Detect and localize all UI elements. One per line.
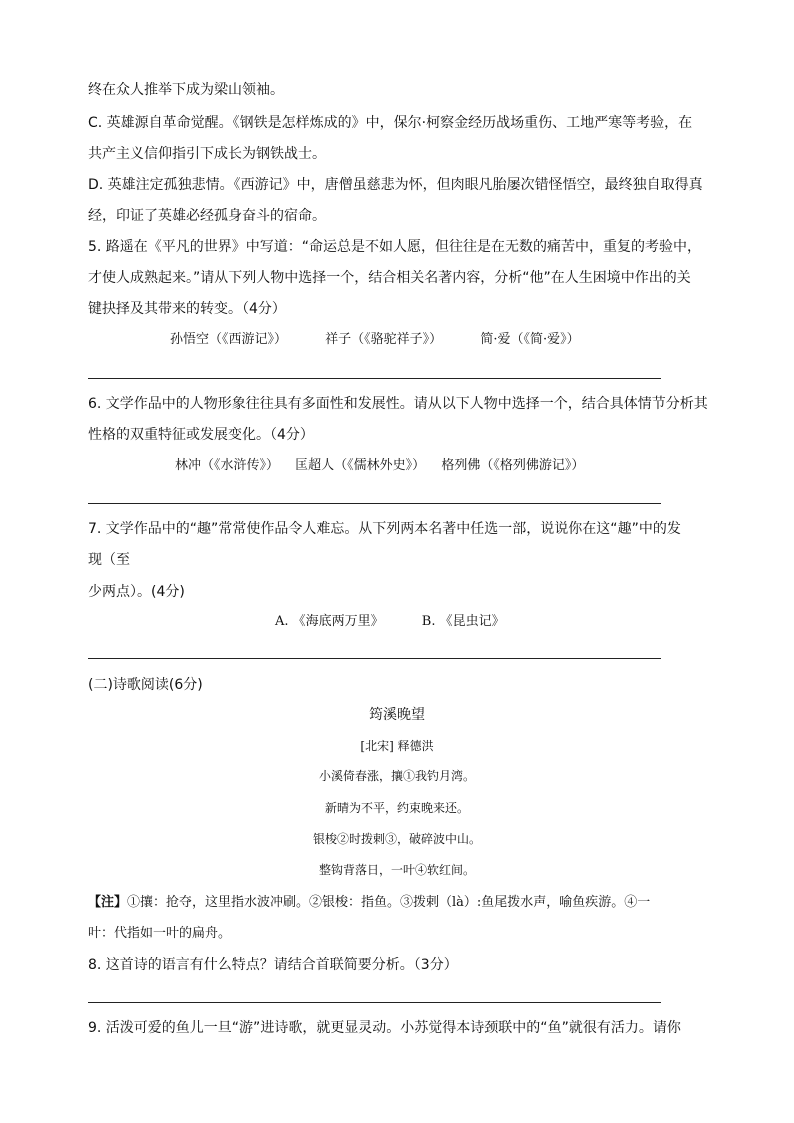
question-5-line-2: 才使人成熟起来。”请从下列人物中选择一个，结合相关名著内容，分析“他”在人生困境中作出的关	[88, 270, 691, 286]
question-7-line-1: 7. 文学作品中的“趣”常常使作品令人难忘。从下列两本名著中任选一部，说说你在这“趣”中的发	[88, 521, 681, 537]
section-heading: (二)诗歌阅读(6分)	[88, 677, 203, 693]
option-b: B. 《昆虫记》	[421, 614, 505, 629]
question-7-options	[275, 612, 505, 632]
annotation-label: 【注】	[88, 895, 128, 910]
poem-line: 小溪倚春涨，攘①我钓月湾。	[318, 769, 475, 783]
poem-title: 筠溪晚望	[369, 707, 425, 723]
annotation-line-2: 叶：代指如一叶的扁舟。	[88, 926, 232, 941]
text-line: 终在众人推举下成为梁山领袖。	[88, 82, 284, 98]
question-7-line-3: 少两点）。(4分)	[88, 584, 185, 600]
option-xiangzi: 祥子（《骆驼祥子》）	[325, 332, 443, 347]
question-6-line-1: 6. 文学作品中的人物形象往往具有多面性和发展性。请从以下人物中选择一个，结合具体情节分析其	[88, 396, 708, 412]
option-linchong: 林冲（《水浒传》）	[175, 458, 280, 473]
poem-line: 新晴为不平，约束晚来还。	[324, 801, 469, 815]
answer-line	[88, 378, 661, 379]
option-d-line-1: D. 英雄注定孤独悲情。《西游记》中，唐僧虽慈悲为怀，但肉眼凡胎屡次错怪悟空，最终独自取得真	[88, 177, 703, 193]
question-8: 8. 这首诗的语言有什么特点？请结合首联简要分析。（3分）	[88, 957, 458, 973]
poem-line: 银梭②时拨剌③，破碎波中山。	[312, 832, 481, 846]
annotation-text: ①攘：抢夺，这里指水波冲刷。②银梭：指鱼。③拨剌（là）:鱼尾拨水声，喻鱼疾游。④一	[127, 895, 651, 910]
answer-line	[88, 503, 661, 504]
option-gulliver: 格列佛（《格列佛游记》）	[441, 458, 585, 473]
option-kuangchaoren: 匡超人（《儒林外史》）	[295, 458, 426, 473]
option-sunwukong: 孙悟空（《西游记》）	[170, 332, 288, 347]
question-9: 9. 活泼可爱的鱼儿一旦“游”进诗歌，就更显灵动。小苏觉得本诗颈联中的“鱼”就很有活力。请你	[88, 1020, 681, 1036]
option-jane-eyre: 简·爱（《简·爱》）	[480, 332, 580, 347]
option-c-line-1: C. 英雄源自革命觉醒。《钢铁是怎样炼成的》中，保尔·柯察金经历战场重伤、工地严寒等考验，在	[88, 115, 693, 131]
option-a: A. 《海底两万里》	[275, 614, 384, 629]
option-c-line-2: 共产主义信仰指引下成长为钢铁战士。	[88, 146, 326, 162]
option-d-line-2: 经，印证了英雄必经孤身奋斗的宿命。	[88, 208, 326, 224]
annotation-line-1	[88, 893, 650, 913]
question-5-options	[170, 330, 580, 350]
answer-line	[88, 658, 661, 659]
question-5-line-3: 键抉择及其带来的转变。（4分）	[88, 301, 286, 317]
poem-author: [北宋] 释德洪	[360, 739, 434, 753]
question-5-line-1: 5. 路遥在《平凡的世界》中写道：“命运总是不如人愿，但往往是在无数的痛苦中，重复的考验中，	[88, 239, 702, 255]
answer-line	[88, 1002, 661, 1003]
question-6-options	[175, 456, 584, 476]
poem-line: 整钩背落日，一叶④软红间。	[318, 863, 475, 877]
question-7-line-2: 现（至	[88, 552, 130, 568]
question-6-line-2: 性格的双重特征或发展变化。（4分）	[88, 427, 314, 443]
